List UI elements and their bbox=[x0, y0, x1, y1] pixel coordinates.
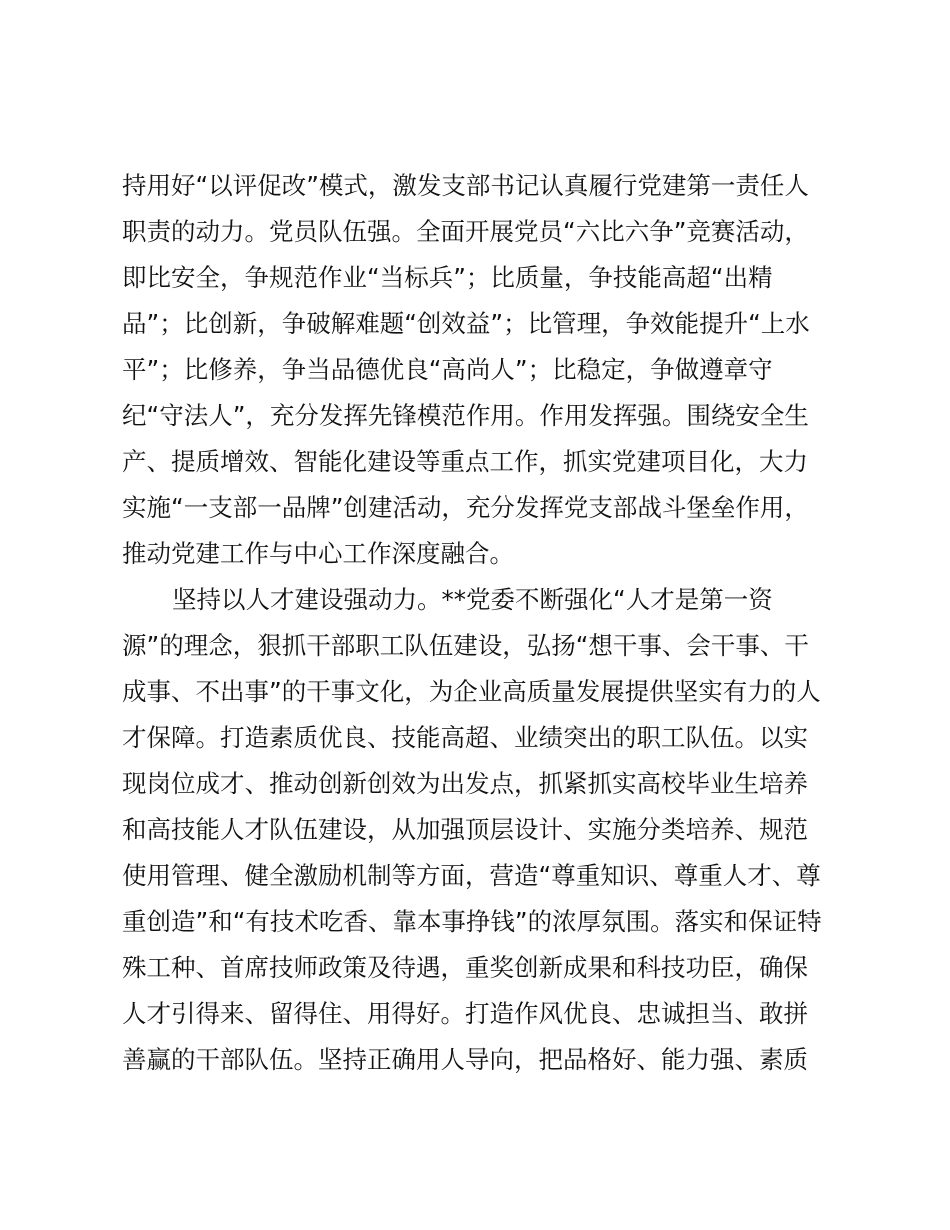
text-line: 成事、不出事”的干事文化，为企业高质量发展提供坚实有力的人 bbox=[122, 677, 821, 706]
text-line: 和高技能人才队伍建设，从加强顶层设计、实施分类培养、规范 bbox=[122, 815, 808, 844]
text-line: 实施“一支部一品牌”创建活动，充分发挥党支部战斗堡垒作用， bbox=[122, 493, 809, 522]
body-text bbox=[122, 163, 842, 1083]
text-line: 善赢的干部队伍。坚持正确用人导向，把品格好、能力强、素质 bbox=[122, 1045, 808, 1074]
paragraph-start-line: 坚持以人才建设强动力。**党委不断强化“人才是第一资 bbox=[172, 585, 773, 614]
text-line: 平”；比修养，争当品德优良“高尚人”；比稳定，争做遵章守 bbox=[122, 355, 773, 384]
text-line: 产、提质增效、智能化建设等重点工作，抓实党建项目化，大力 bbox=[122, 447, 808, 476]
text-line: 品”；比创新，争破解难题“创效益”；比管理，争效能提升“上水 bbox=[122, 309, 810, 338]
text-line: 重创造”和“有技术吃香、靠本事挣钱”的浓厚氛围。落实和保证特 bbox=[122, 907, 822, 936]
text-line: 人才引得来、留得住、用得好。打造作风优良、忠诚担当、敢拼 bbox=[122, 999, 808, 1028]
text-line: 源”的理念，狠抓干部职工队伍建设，弘扬“想干事、会干事、干 bbox=[122, 631, 809, 660]
text-line: 职责的动力。党员队伍强。全面开展党员“六比六争”竞赛活动， bbox=[122, 217, 809, 246]
text-line: 推动党建工作与中心工作深度融合。 bbox=[122, 539, 514, 568]
text-line: 即比安全，争规范作业“当标兵”；比质量，争技能高超“出精 bbox=[122, 263, 773, 292]
text-line: 殊工种、首席技师政策及待遇，重奖创新成果和科技功臣，确保 bbox=[122, 953, 808, 982]
text-line: 纪“守法人”，充分发挥先锋模范作用。作用发挥强。围绕安全生 bbox=[122, 401, 809, 430]
text-line: 使用管理、健全激励机制等方面，营造“尊重知识、尊重人才、尊 bbox=[122, 861, 821, 890]
text-line: 持用好“以评促改”模式，激发支部书记认真履行党建第一责任人 bbox=[122, 171, 809, 200]
text-line: 现岗位成才、推动创新创效为出发点，抓紧抓实高校毕业生培养 bbox=[122, 769, 808, 798]
text-line: 才保障。打造素质优良、技能高超、业绩突出的职工队伍。以实 bbox=[122, 723, 808, 752]
